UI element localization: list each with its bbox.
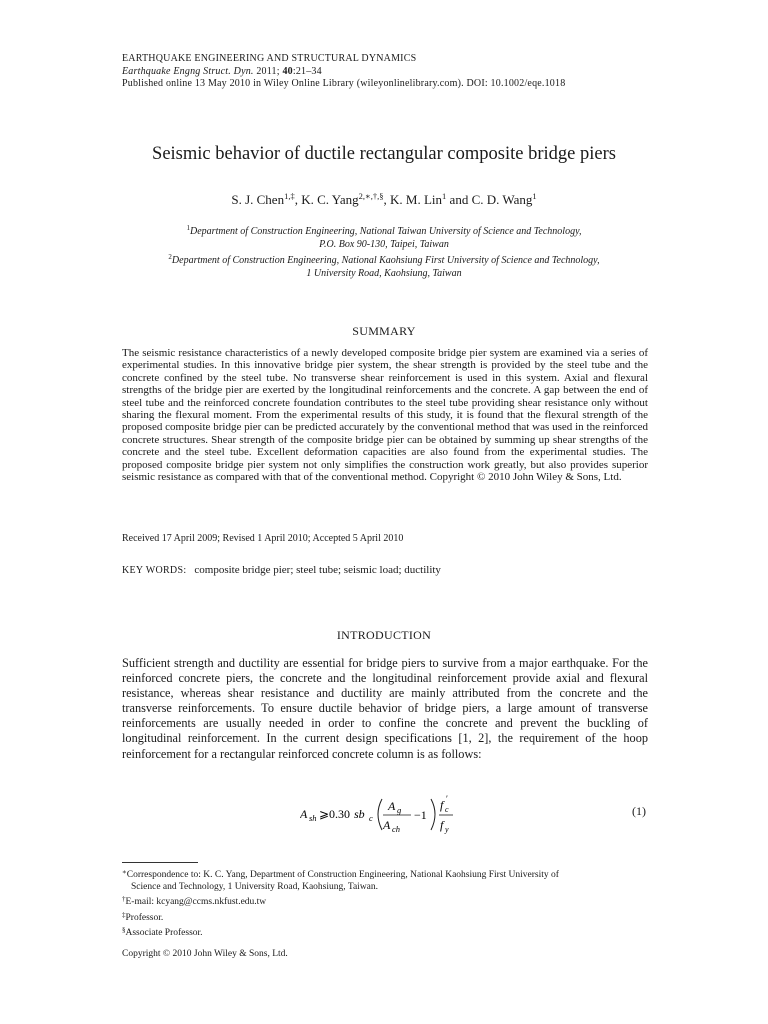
affiliation-mark: 1 [186,224,191,232]
affiliation-line [0,251,768,268]
journal-name: EARTHQUAKE ENGINEERING AND STRUCTURAL DYNAMICS [122,53,417,64]
author-name: S. J. Chen [231,192,285,207]
footnote-text: Correspondence to: K. C. Yang, Department of Construction Engineering, National Kaohsiung First University of [126,870,559,880]
affiliation-text: Department of Construction Engineering, National Taiwan University of Science and Technology, [190,226,582,237]
eq-ratio-den-sub: y [445,825,449,834]
affiliations [0,222,768,280]
affiliation-mark: 2 [168,253,172,261]
author-marks: 1,‡ [284,191,295,201]
keywords-text: composite bridge pier; steel tube; seismic load; ductility [194,564,441,576]
eq-ratio-num: f [440,798,444,812]
author-marks: 1 [532,191,537,201]
keywords [122,564,441,576]
received-dates: Received 17 April 2009; Revised 1 April 2010; Accepted 5 April 2010 [122,533,404,544]
footnote-email [122,893,650,908]
footnote-text: E-mail: kcyang@ccms.nkfust.edu.tw [125,897,267,908]
summary-text: The seismic resistance characteristics of a newly developed composite bridge pier system are examined via a series of experimental studies. In this innovative bridge pier system, the shear strength is provided by the steel tube and the concrete confined by the steel tube. No transverse shear reinforcement is used in this system. Axial and flexural strengths of the bridge pier are exerted by the longitudinal reinforcements and the concrete. A gap between the end of steel tube and the reinforced concrete foundation contributes to the steel tube providing shear resistance only without sharing the flexural moment. From the experimental results of this study, it is found that the flexural strength of the proposed composite bridge pier can be predicted accurately by the conventional method that was used in the reinforced concrete structures. Shear strength of the composite bridge pier can be obtained by summing up shear strengths of the concrete and the steel tube. Excellent deformation capacities are also found from the experimental studies. The proposed composite bridge pier system not only simplifies the construction work greatly, but also provides superior seismic resistance as compared with that of the conventional method. Copyright © 2010 John Wiley & Sons, Ltd. [122,347,648,484]
author-name: K. C. Yang [301,192,359,207]
journal-abbrev: Earthquake Engng Struct. Dyn. [122,65,254,77]
footnote-professor [122,909,650,924]
eq-lhs: A [300,807,308,821]
footnote-text: Professor. [125,912,164,923]
footnote-mark: † [122,895,126,904]
footnote-mark: § [122,925,126,934]
author-list [0,191,768,208]
paper-title: Seismic behavior of ductile rectangular composite bridge piers [152,144,616,164]
eq-ratio-num-sub: c [445,805,449,814]
footnote-correspondence-cont: Science and Technology, 1 University Road, Kaohsiung, Taiwan. [131,882,379,893]
footnote-mark: ‡ [122,910,126,919]
eq-relation: ⩾0.30 [319,807,351,821]
journal-header [122,53,565,91]
affiliation-text: Department of Construction Engineering, National Kaohsiung First University of Science and Technology, [171,255,600,266]
footnote-mark: ∗ [122,868,127,876]
eq-frac-num: A [388,799,396,813]
affiliation-line: P.O. Box 90-130, Taipei, Taiwan [319,238,449,250]
footnote-assoc [122,924,650,939]
eq-coeff-sub: c [369,813,373,823]
equation-number: (1) [632,804,646,818]
keywords-label: KEY WORDS: [122,565,187,576]
journal-pages: :21–34 [292,65,322,77]
author-name: C. D. Wang [471,192,533,207]
affiliation-line [0,222,768,239]
author-separator: and [446,192,472,207]
author-separator: , [294,192,302,207]
eq-ratio-den: f [440,818,444,832]
footnote-text: Associate Professor. [125,927,203,938]
introduction-heading: INTRODUCTION [336,628,432,642]
eq-frac-num-sub: g [397,805,402,815]
eq-frac-den-sub: ch [392,824,401,834]
eq-ratio-num-sup: ′ [446,794,448,804]
eq-frac-den: A [383,818,391,832]
summary-heading: SUMMARY [352,324,416,338]
eq-right-paren [431,799,435,830]
copyright-notice: Copyright © 2010 John Wiley & Sons, Ltd. [122,949,288,959]
footnote-correspondence [122,866,650,881]
eq-left-paren [378,799,382,830]
author-name: K. M. Lin [390,192,443,207]
published-line: Published online 13 May 2010 in Wiley Online Library (wileyonlinelibrary.com). DOI: 10.1002/eqe.1018 [122,78,566,89]
journal-citation [122,66,565,79]
introduction-text: Sufficient strength and ductility are essential for bridge piers to survive from a major earthquake. For the reinforced concrete piers, the concrete and the longitudinal reinforcement provide axial and flexural resistance, whereas shear resistance and ductility are mainly attributed from the concrete and the transverse reinforcements. To ensure ductile behavior of bridge piers, a large amount of transverse reinforcements are usually needed in order to confine the concrete and prevent the buckling of longitudinal reinforcement. In the current design specifications [1, 2], the requirement of the hoop reinforcement for a rectangular reinforced concrete column is as follows: [122,656,648,761]
eq-lhs-sub: sh [309,813,317,823]
journal-year: 2011; [253,65,283,77]
footnotes [122,866,650,939]
author-separator: , [383,192,391,207]
eq-minus-one: −1 [414,808,427,822]
eq-coeff: sb [354,807,365,821]
author-marks: 2,∗,†,§ [358,191,384,201]
affiliation-line: 1 University Road, Kaohsiung, Taiwan [306,267,462,279]
journal-volume: 40 [282,65,293,77]
equation-1 [300,792,500,836]
author-marks: 1 [442,191,447,201]
footnote-rule [122,862,198,863]
